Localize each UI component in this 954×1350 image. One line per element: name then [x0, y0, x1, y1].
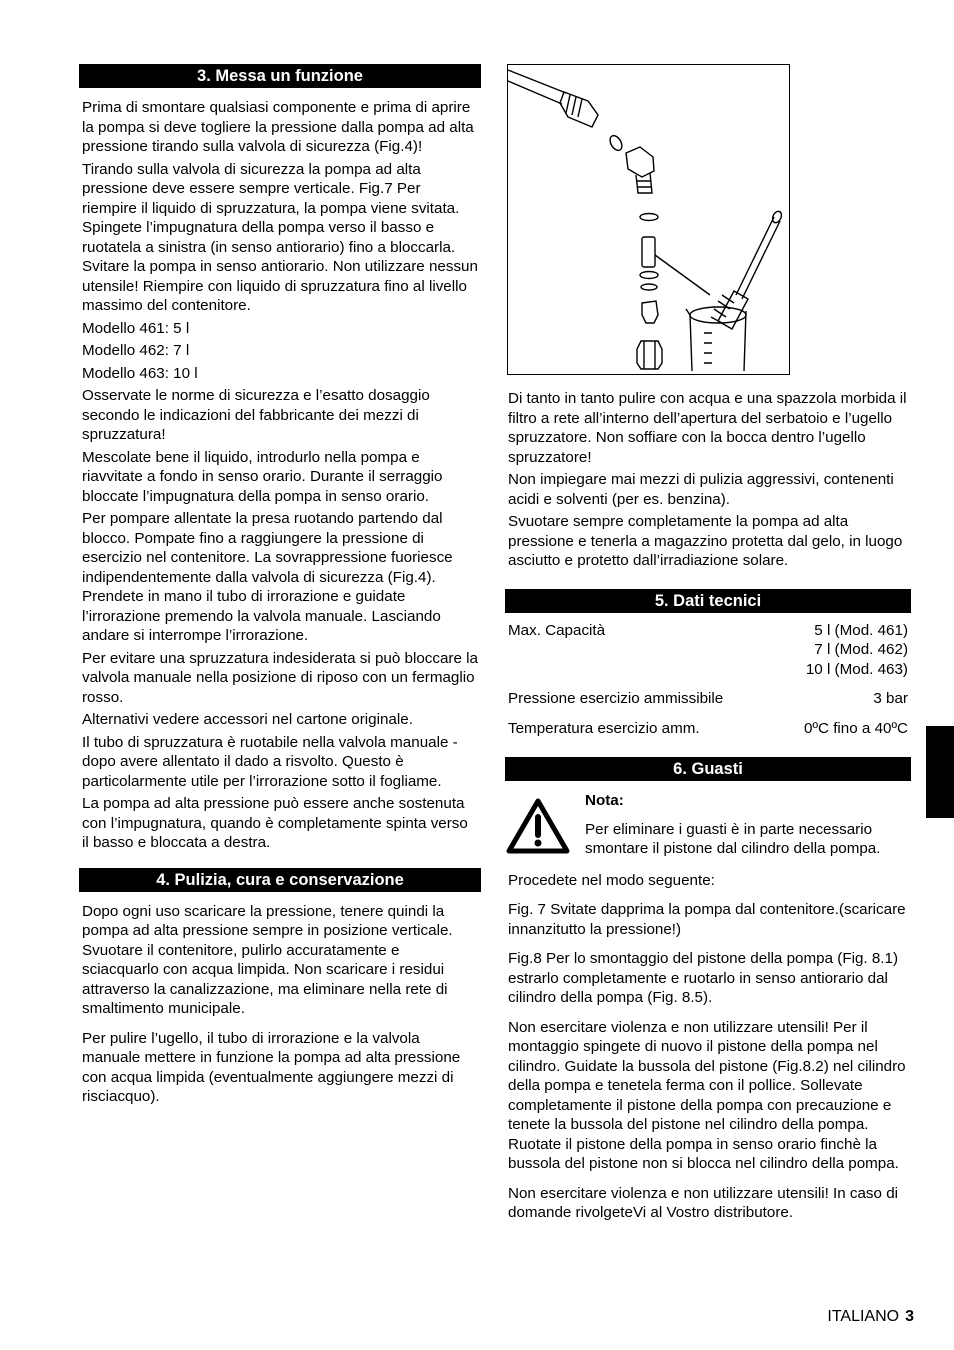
paragraph: Fig. 7 Svitate dapprima la pompa dal contenitore.(scaricare innanzitutto la pressione!)	[508, 901, 906, 938]
paragraph: Modello 462: 7 l	[82, 342, 190, 359]
note-text: Per eliminare i guasti è in parte necessario smontare il pistone dal cilindro della pompa.	[585, 820, 881, 857]
spec-value: 5 l (Mod. 461) 7 l (Mod. 462) 10 l (Mod. 463)	[805, 621, 908, 678]
table-row	[505, 689, 911, 719]
note-body	[585, 791, 911, 861]
right-column	[505, 64, 911, 1233]
specs-table	[505, 621, 911, 749]
table-row	[505, 621, 911, 690]
paragraph: La pompa ad alta pressione può essere anche sostenuta con l’impugnatura, quando è completamente spinta verso il basso e bloccata a destra.	[82, 795, 468, 851]
spec-label: Pressione esercizio ammissibile	[508, 690, 724, 707]
paragraph: Non esercitare violenza e non utilizzare utensili! In caso di domande rivolgeteVi al Vostro distributore.	[508, 1184, 899, 1221]
spec-label: Max. Capacità	[508, 621, 606, 639]
paragraph: Per pompare allentate la presa ruotando partendo dal blocco. Pompate fino a raggiungere la pressione di esercizio nel contenitore. La sovrappressione fuoriesce indipendentemente dalla valvola di sicurezza (Fig.4). Prendete in mano il tubo di irrorazione e guidate l’irrorazione premendo la valvola manuale. Lasciando andare si interrompe l’irrorazione.	[82, 510, 453, 644]
paragraph: Dopo ogni uso scaricare la pressione, tenere quindi la pompa ad alta pressione sempre in posizione verticale. Svuotare il contenitore, pulirlo accuratamente e sciacquarlo con acqua limpida. Non scaricare i residui attraverso la canalizzazione, ma eliminare nella rete di smaltimento municipale.	[82, 902, 453, 1017]
paragraph: Modello 461: 5 l	[82, 319, 190, 337]
section-body-messa	[79, 98, 481, 853]
paragraph: Prima di smontare qualsiasi componente e prima di aprire la pompa si deve togliere la pressione dalla pompa ad alta pressione tirando sulla valvola di sicurezza (Fig.4)!	[82, 99, 474, 155]
cleaning-illustration	[507, 64, 790, 375]
paragraph: Osservate le norme di sicurezza e l’esatto dosaggio secondo le indicazioni del fabbricante dei mezzi di spruzzatura!	[82, 387, 430, 443]
footer-language: ITALIANO	[827, 1308, 900, 1325]
section-heading-dati: 5. Dati tecnici	[505, 589, 911, 613]
section-heading-pulizia: 4. Pulizia, cura e conservazione	[79, 868, 481, 892]
paragraph: Per evitare una spruzzatura indesiderata si può bloccare la valvola manuale nella posizione di riposo con un fermaglio rosso.	[82, 649, 478, 706]
note-block	[505, 791, 911, 861]
section-body-pulizia-cont	[505, 389, 911, 571]
paragraph: Mescolate bene il liquido, introdurlo nella pompa e riavvitate a fondo in senso orario. Durante il serraggio bloccate l’impugnatura della pompa in senso orario.	[82, 448, 443, 505]
left-column	[79, 64, 481, 1117]
paragraph: Non impiegare mai mezzi di pulizia aggressivi, contenenti acidi e solventi (per es. benzina).	[508, 471, 894, 508]
spec-value: 3 bar	[873, 690, 908, 707]
paragraph: Il tubo di spruzzatura è ruotabile nella valvola manuale - dopo avere allentato il dado a risvolto. Questo è particolarmente utile per l’irrorazione sotto il fogliame.	[82, 733, 458, 790]
paragraph: Procedete nel modo seguente:	[508, 871, 715, 889]
page-footer	[827, 1307, 914, 1327]
spec-value: 0ºC fino a 40ºC	[804, 719, 908, 737]
paragraph: Tirando sulla valvola di sicurezza la pompa ad alta pressione deve essere sempre verticale. Fig.7 Per riempire il liquido di spruzzatura, la pompa viene svitata. Spingete l’impugnatura della pompa verso il basso e ruotatela a sinistra (in senso antiorario) fino a bloccarla. Svitare la pompa in senso antiorario. Non utilizzare nessun utensile! Riempire con liquido di spruzzatura fino al livello massimo del contenitore.	[82, 160, 478, 314]
paragraph: Per pulire l’ugello, il tubo di irrorazione e la valvola manuale mettere in funzione la pompa ad alta pressione con acqua limpida (eventualmente aggiungere mezzi di risciacquo).	[82, 1029, 461, 1105]
paragraph: Non esercitare violenza e non utilizzare utensili! Per il montaggio spingete di nuovo il pistone della pompa nel cilindro. Guidate la bussola del pistone (Fig.8.2) nel cilindro della pompa e tenetela ferma con il pollice. Sollevate completamente il pistone della pompa con precauzione e tenete la bussola del pistone nel cilindro della pompa. Ruotate il pistone della pompa in senso orario finchè la bussola del pistone non si blocca nel cilindro della pompa.	[508, 1018, 906, 1172]
warning-triangle-icon	[505, 791, 585, 861]
note-title: Nota:	[585, 792, 624, 809]
paragraph: Fig.8 Per lo smontaggio del pistone della pompa (Fig. 8.1) estrarlo completamente e ruotarlo in senso antiorario dal cilindro della pompa (Fig. 8.5).	[508, 950, 899, 1006]
table-row	[505, 719, 911, 749]
section-heading-guasti: 6. Guasti	[505, 757, 911, 781]
paragraph: Modello 463: 10 l	[82, 364, 198, 382]
page-number: 3	[905, 1308, 914, 1325]
section-thumb-tab	[926, 726, 954, 818]
section-body-pulizia	[79, 902, 481, 1107]
spec-label: Temperatura esercizio amm.	[508, 719, 700, 737]
paragraph: Svuotare sempre completamente la pompa ad alta pressione e tenerla a magazzino protetta dal gelo, in luogo asciutto e protetto dall’irradiazione solare.	[508, 513, 903, 569]
section-body-guasti	[505, 871, 911, 1223]
section-heading-messa: 3. Messa un funzione	[79, 64, 481, 88]
paragraph: Di tanto in tanto pulire con acqua e una spazzola morbida il filtro a rete all’interno dell’apertura del serbatoio e l’ugello spruzzatore. Non soffiare con la bocca dentro l’ugello spruzzatore!	[508, 390, 907, 466]
paragraph: Alternativi vedere accessori nel cartone originale.	[82, 711, 413, 728]
nozzle-parts-drawing	[508, 65, 791, 376]
